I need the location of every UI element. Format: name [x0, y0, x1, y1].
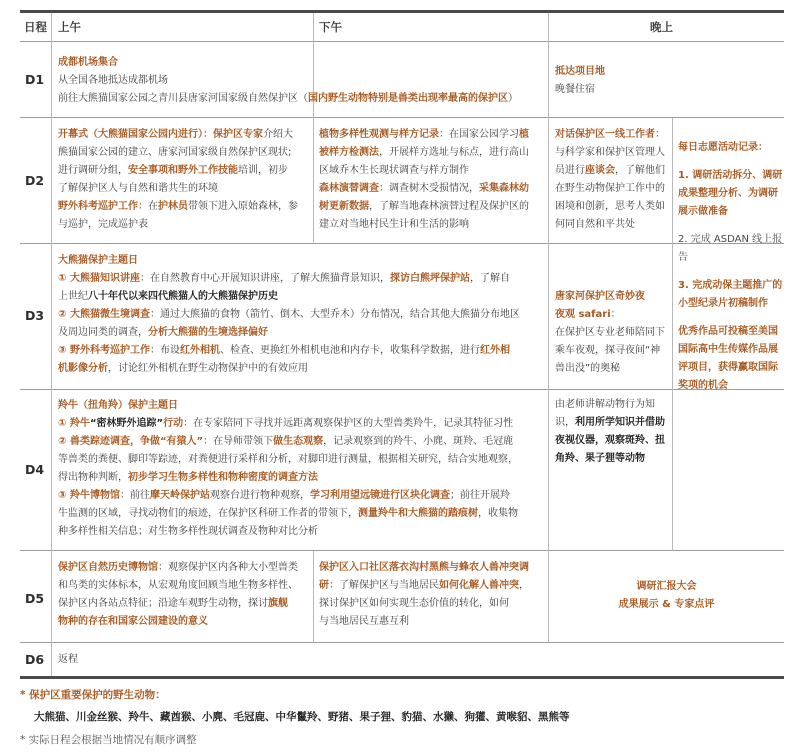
notes-title: 每日志愿活动记录：: [678, 142, 768, 153]
footer-wildlife-list: 大熊猫、川金丝猴、羚牛、藏酋猴、小麂、毛冠鹿、中华鬣羚、野猪、果子狸、豹猫、水獭、狗獾、黄喉貂、黑熊等: [34, 711, 570, 723]
header-morning: 上午: [58, 20, 81, 34]
d2-am-l3c: 培训，初步: [238, 165, 288, 176]
d4-l2a: ② 兽类踪迹调查，争做“有猿人”: [58, 436, 204, 447]
d2-am-l3a: 进行调研分组，: [58, 165, 128, 176]
header-rule: [20, 41, 784, 42]
d2-pm-l5a: 树更新数据: [319, 201, 369, 212]
d2-pm-line4: [319, 180, 547, 198]
day-label-d2: D2: [25, 173, 45, 188]
eve34-t2: 夜观 safari: [555, 309, 611, 320]
d2-am-line1: [58, 126, 310, 144]
d3-l5c: 红外相机: [179, 345, 220, 356]
d2-am-l1a: 开幕式（大熊猫国家公园内进行）：: [58, 129, 213, 140]
d2-am-line4: 了解保护区人与自然和谐共生的环境: [58, 183, 218, 194]
d4-l4b: 初步学习生物多样性和物种密度的调查方法: [128, 472, 318, 483]
d2-pm-l4b: ：调查树木受损情况，: [379, 183, 479, 194]
d1-eve-title: 抵达项目地: [555, 66, 605, 77]
bottom-rule: [20, 676, 784, 679]
d2-evening: [555, 126, 671, 234]
d2-eve-line2: 与科学家和保护区管理人: [555, 147, 665, 158]
day-label-d5: D5: [25, 591, 45, 606]
d4-l6b: 测量羚牛和大熊猫的踏痕树: [358, 508, 478, 519]
eve34-l5b: 利用所学知识并借助: [575, 417, 665, 428]
d5-am-l1b: ：观察保护区内各种大小型兽类: [158, 562, 298, 573]
d4-l6a: 牛监测的区域，寻找动物们的痕迹，在保护区科研工作者的带领下，: [58, 508, 358, 519]
d2-pm-line6: 建立对当地村民生计和生活的影响: [319, 219, 469, 230]
d4-l5e: 学习利用望远镜进行区块化调查: [309, 490, 450, 501]
d2-am-l1b: 保护区专家: [213, 129, 263, 140]
d1-am-line2-text: 前往大熊猫国家公园之青川县唐家河国家级自然保护区（: [58, 93, 308, 104]
eve34-line7: 角羚、果子狸等动物: [555, 453, 645, 464]
d2-eve-l3c: ，了解他们: [615, 165, 665, 176]
d4-line1: [58, 415, 546, 433]
day-label-d4: D4: [25, 462, 45, 477]
d3-content: [58, 252, 546, 378]
d3-line2: [58, 288, 546, 306]
d2-eve-line5: 困境和创新，思考人类如: [555, 201, 665, 212]
d3-l5b: ：布设: [149, 345, 180, 356]
d2-pm-l4c: 采集森林幼: [479, 183, 529, 194]
d2-am-l5a: 野外科考巡护工作: [58, 201, 138, 212]
d2-eve-line3: [555, 162, 671, 180]
row-rule-d1: [20, 117, 784, 118]
d1-morning: [58, 54, 546, 108]
d2-am-l1c: 介绍大: [263, 129, 293, 140]
d2-pm-line1: [319, 126, 547, 144]
d3-line4: [58, 324, 546, 342]
d2-eve-l1a: 对话保护区一线工作者: [555, 129, 655, 140]
eve34-l5a: 识，: [555, 417, 575, 428]
d3-l2b: 八十年代以来四代熊猫人的大熊猫保护历史: [88, 291, 278, 302]
d1-eve-line1: 晚餐住宿: [555, 84, 595, 95]
eve34-t3: ：: [610, 309, 621, 320]
notes-item-3: 3. 完成动保主题推广的小型纪录片初稿制作: [678, 280, 783, 309]
d4-l5c: 摩天岭保护站: [149, 490, 210, 501]
d2-am-l5d: 带领下进入原始森林，参: [188, 201, 298, 212]
d5-am-l3b: 旗舰: [268, 598, 288, 609]
d4-l1a: ① 羚牛: [58, 418, 90, 429]
d4-title: 羚牛（扭角羚）保护主题日: [58, 400, 178, 411]
d4-l1c: 行动: [163, 418, 184, 429]
d4-l5f: ；前往开展羚: [449, 490, 510, 501]
day-label-d3: D3: [25, 308, 45, 323]
d5-pm-line3: 探讨保护区如何实现生态价值的转化，如何: [319, 598, 509, 609]
d4-l1b: “密林野外追踪”: [89, 418, 164, 429]
d5-eve-line2: 成果展示 & 专家点评: [618, 599, 715, 610]
eve34-line3: 兽出没”的奥秘: [555, 363, 621, 374]
d5-am-line2: 和鸟类的实体标本，从宏观角度回顾当地生物多样性、: [58, 580, 298, 591]
eve34-line5: [555, 414, 671, 432]
d2-am-line6: 与巡护，完成巡护表: [58, 219, 148, 230]
d2-pm-l2a: 被样方检测法: [319, 147, 379, 158]
d3-l4b: 分析大熊猫的生境选择偏好: [148, 327, 268, 338]
d4-line7: 种多样性相关信息；对生物多样性现状调查及物种对比分析: [58, 526, 318, 537]
d4-l2b: ：在导师带领下: [203, 436, 274, 447]
d3-l1a: ① 大熊猫知识讲座: [58, 273, 140, 284]
d3-l3a: ② 大熊猫微生境调查: [58, 309, 150, 320]
d5-eve-line1: 调研汇报大会: [636, 581, 697, 592]
row-rule-d4: [20, 550, 784, 551]
notes-item-1: 1. 调研活动拆分、调研成果整理分析、为调研展示做准备: [678, 170, 783, 217]
d1-am-line1: 从全国各地抵达成都机场: [58, 75, 168, 86]
d5-pm-l2b: ：了解保护区与当地居民: [329, 580, 439, 591]
header-afternoon: 下午: [319, 20, 342, 34]
d2-am-l5c: 护林员: [158, 201, 188, 212]
d2-eve-line6: 何同自然和平共处: [555, 219, 635, 230]
d2-pm-line3: 区域乔木生长现状调查与样方制作: [319, 165, 469, 176]
d3-line5: [58, 342, 546, 360]
d3-line1: [58, 270, 546, 288]
d4-line3: 等兽类的粪便、脚印等踪迹，对粪便进行采样和分析，对脚印进行测量，根据相关研究，结合实地观察，: [58, 454, 518, 465]
footer-wildlife-title: * 保护区重要保护的野生动物：: [20, 689, 166, 701]
d4-line2: [58, 433, 546, 451]
row-rule-d2: [20, 243, 784, 244]
eve34-line1: 在保护区专业老师陪同下: [555, 327, 665, 338]
d4-l5d: 观察台进行物种观察，: [209, 490, 310, 501]
d2-am-l5b: ：在: [138, 201, 158, 212]
d2-pm-line5: [319, 198, 547, 216]
d4-content: [58, 397, 546, 541]
d2-am-line5: [58, 198, 310, 216]
d2-am-line3: [58, 162, 310, 180]
day-label-d6: D6: [25, 652, 45, 667]
d5-pm-l2a: 研: [319, 580, 329, 591]
d3-title: 大熊猫保护主题日: [58, 255, 138, 266]
d4-l5b: ：前往: [119, 490, 150, 501]
d2-eve-l1b: ：: [655, 129, 665, 140]
d1-am-title: 成都机场集合: [58, 57, 118, 68]
d2-afternoon: [319, 126, 547, 234]
d2-pm-l2b: ，开展样方选址与标点，进行高山: [379, 147, 529, 158]
d4-l5a: ③ 羚牛博物馆: [58, 490, 120, 501]
d4-line4: [58, 469, 546, 487]
d5-afternoon: [319, 559, 547, 631]
d2-pm-l4a: 森林演替调查: [319, 183, 379, 194]
footer-note: * 实际日程会根据当地情况有顺序调整: [20, 734, 197, 746]
d3-l5d: 、检查、更换红外相机电池和内存卡，收集科学数据，进行: [219, 345, 480, 356]
d3-line6: [58, 360, 546, 378]
d4-l2d: ，记录观察到的羚牛、小麂、斑羚、毛冠鹿: [323, 436, 514, 447]
col-divider-notes: [672, 118, 673, 551]
d3-l5a: ③ 野外科考巡护工作: [58, 345, 150, 356]
d3-l1b: ：在自然教育中心开展知识讲座，了解大熊猫背景知识，: [139, 273, 390, 284]
d4-l2c: 做生态观察: [273, 436, 324, 447]
d5-pm-l2d: ，: [519, 580, 529, 591]
volunteer-notes: [678, 139, 784, 395]
d3-l5e: 红外相: [479, 345, 510, 356]
d5-pm-line2: [319, 577, 547, 595]
eve34-title: 唐家河保护区奇妙夜: [555, 291, 645, 302]
d6-morning: 返程: [58, 654, 78, 665]
d3-l1c: 探访白熊坪保护站: [389, 273, 470, 284]
d2-eve-l3b: 座谈会: [585, 165, 615, 176]
d5-pm-line1: 保护区入口社区落衣沟村黑熊与蜂农人兽冲突调: [319, 562, 529, 573]
header-evening: 晚上: [650, 20, 673, 34]
eve34-subtitle: [555, 306, 671, 324]
d1-am-line2-close: ）: [508, 93, 518, 104]
d3-l6a: 机影像分析: [58, 363, 108, 374]
d2-am-l3b: 安全事项和野外工作技能: [128, 165, 238, 176]
eve34-line4: 由老师讲解动物行为知: [555, 399, 655, 410]
d2-eve-line4: 在野生动物保护工作中的: [555, 183, 665, 194]
header-day: 日程: [24, 20, 47, 34]
d3-l2a: 上世纪: [58, 291, 88, 302]
d2-eve-line1: [555, 126, 671, 144]
day-label-d1: D1: [25, 72, 45, 87]
d5-am-l1a: 保护区自然历史博物馆: [58, 562, 158, 573]
d5-am-line1: [58, 559, 310, 577]
d3-d4-evening: [555, 288, 671, 468]
d4-l1d: ：在专家陪同下寻找并远距离观察保护区的大型兽类羚牛，记录其特征习性: [183, 418, 514, 429]
d3-l1d: ，了解自: [469, 273, 510, 284]
d1-am-line2: [58, 90, 546, 108]
d5-am-line4: 物种的存在和国家公园建设的意义: [58, 616, 208, 627]
d2-pm-l1a: 植物多样性观测与样方记录: [319, 129, 439, 140]
eve34-line2: 乘车夜观，探寻夜间“神: [555, 345, 661, 356]
d5-evening: [549, 578, 784, 614]
d3-l3b: ：通过大熊猫的食物（箭竹、倒木、大型乔木）分布情况，结合其他大熊猫分布地区: [149, 309, 520, 320]
d3-l6b: ，讨论红外相机在野生动物保护中的有效应用: [108, 363, 308, 374]
d2-am-line2: 熊猫国家公园的建立、唐家河国家级自然保护区现状;: [58, 147, 292, 158]
notes-item-2: 2. 完成 ASDAN 线上报告: [678, 234, 783, 263]
d5-pm-l2c: 如何化解人兽冲突: [439, 580, 519, 591]
d5-pm-line4: 与当地居民互惠互利: [319, 616, 409, 627]
d3-l4a: 及周边同类的调查，: [58, 327, 148, 338]
d2-pm-line2: [319, 144, 547, 162]
d1-evening: [555, 63, 605, 99]
d2-eve-l3a: 员进行: [555, 165, 585, 176]
d2-pm-l1c: 植: [519, 129, 529, 140]
d4-line5: [58, 487, 546, 505]
d4-l6c: ，收集物: [478, 508, 518, 519]
col-divider-pm-d2: [313, 118, 314, 244]
notes-item-4: 优秀作品可投稿至美国国际高中生传媒作品展评项目，获得赢取国际奖项的机会: [678, 326, 778, 391]
top-rule: [20, 10, 784, 13]
d3-line3: [58, 306, 546, 324]
col-divider-eve: [548, 13, 549, 643]
eve34-line6: 夜视仪器，观察斑羚、扭: [555, 435, 665, 446]
col-divider-day: [51, 13, 52, 676]
d5-am-l3: 保护区内各站点特征；沿途车观野生动物，探讨: [58, 598, 268, 609]
d5-morning: [58, 559, 310, 631]
row-rule-d5: [20, 642, 784, 643]
col-divider-pm-d5: [313, 551, 314, 643]
d1-am-line2-highlight: 国内野生动物特别是兽类出现率最高的保护区: [308, 93, 508, 104]
d2-pm-l5b: ，了解当地森林演替过程及保护区的: [369, 201, 529, 212]
d4-line6: [58, 505, 546, 523]
d2-morning: [58, 126, 310, 234]
d5-am-line3: [58, 595, 310, 613]
d4-l4a: 得出物种判断，: [58, 472, 128, 483]
d2-pm-l1b: ：在国家公园学习: [439, 129, 519, 140]
